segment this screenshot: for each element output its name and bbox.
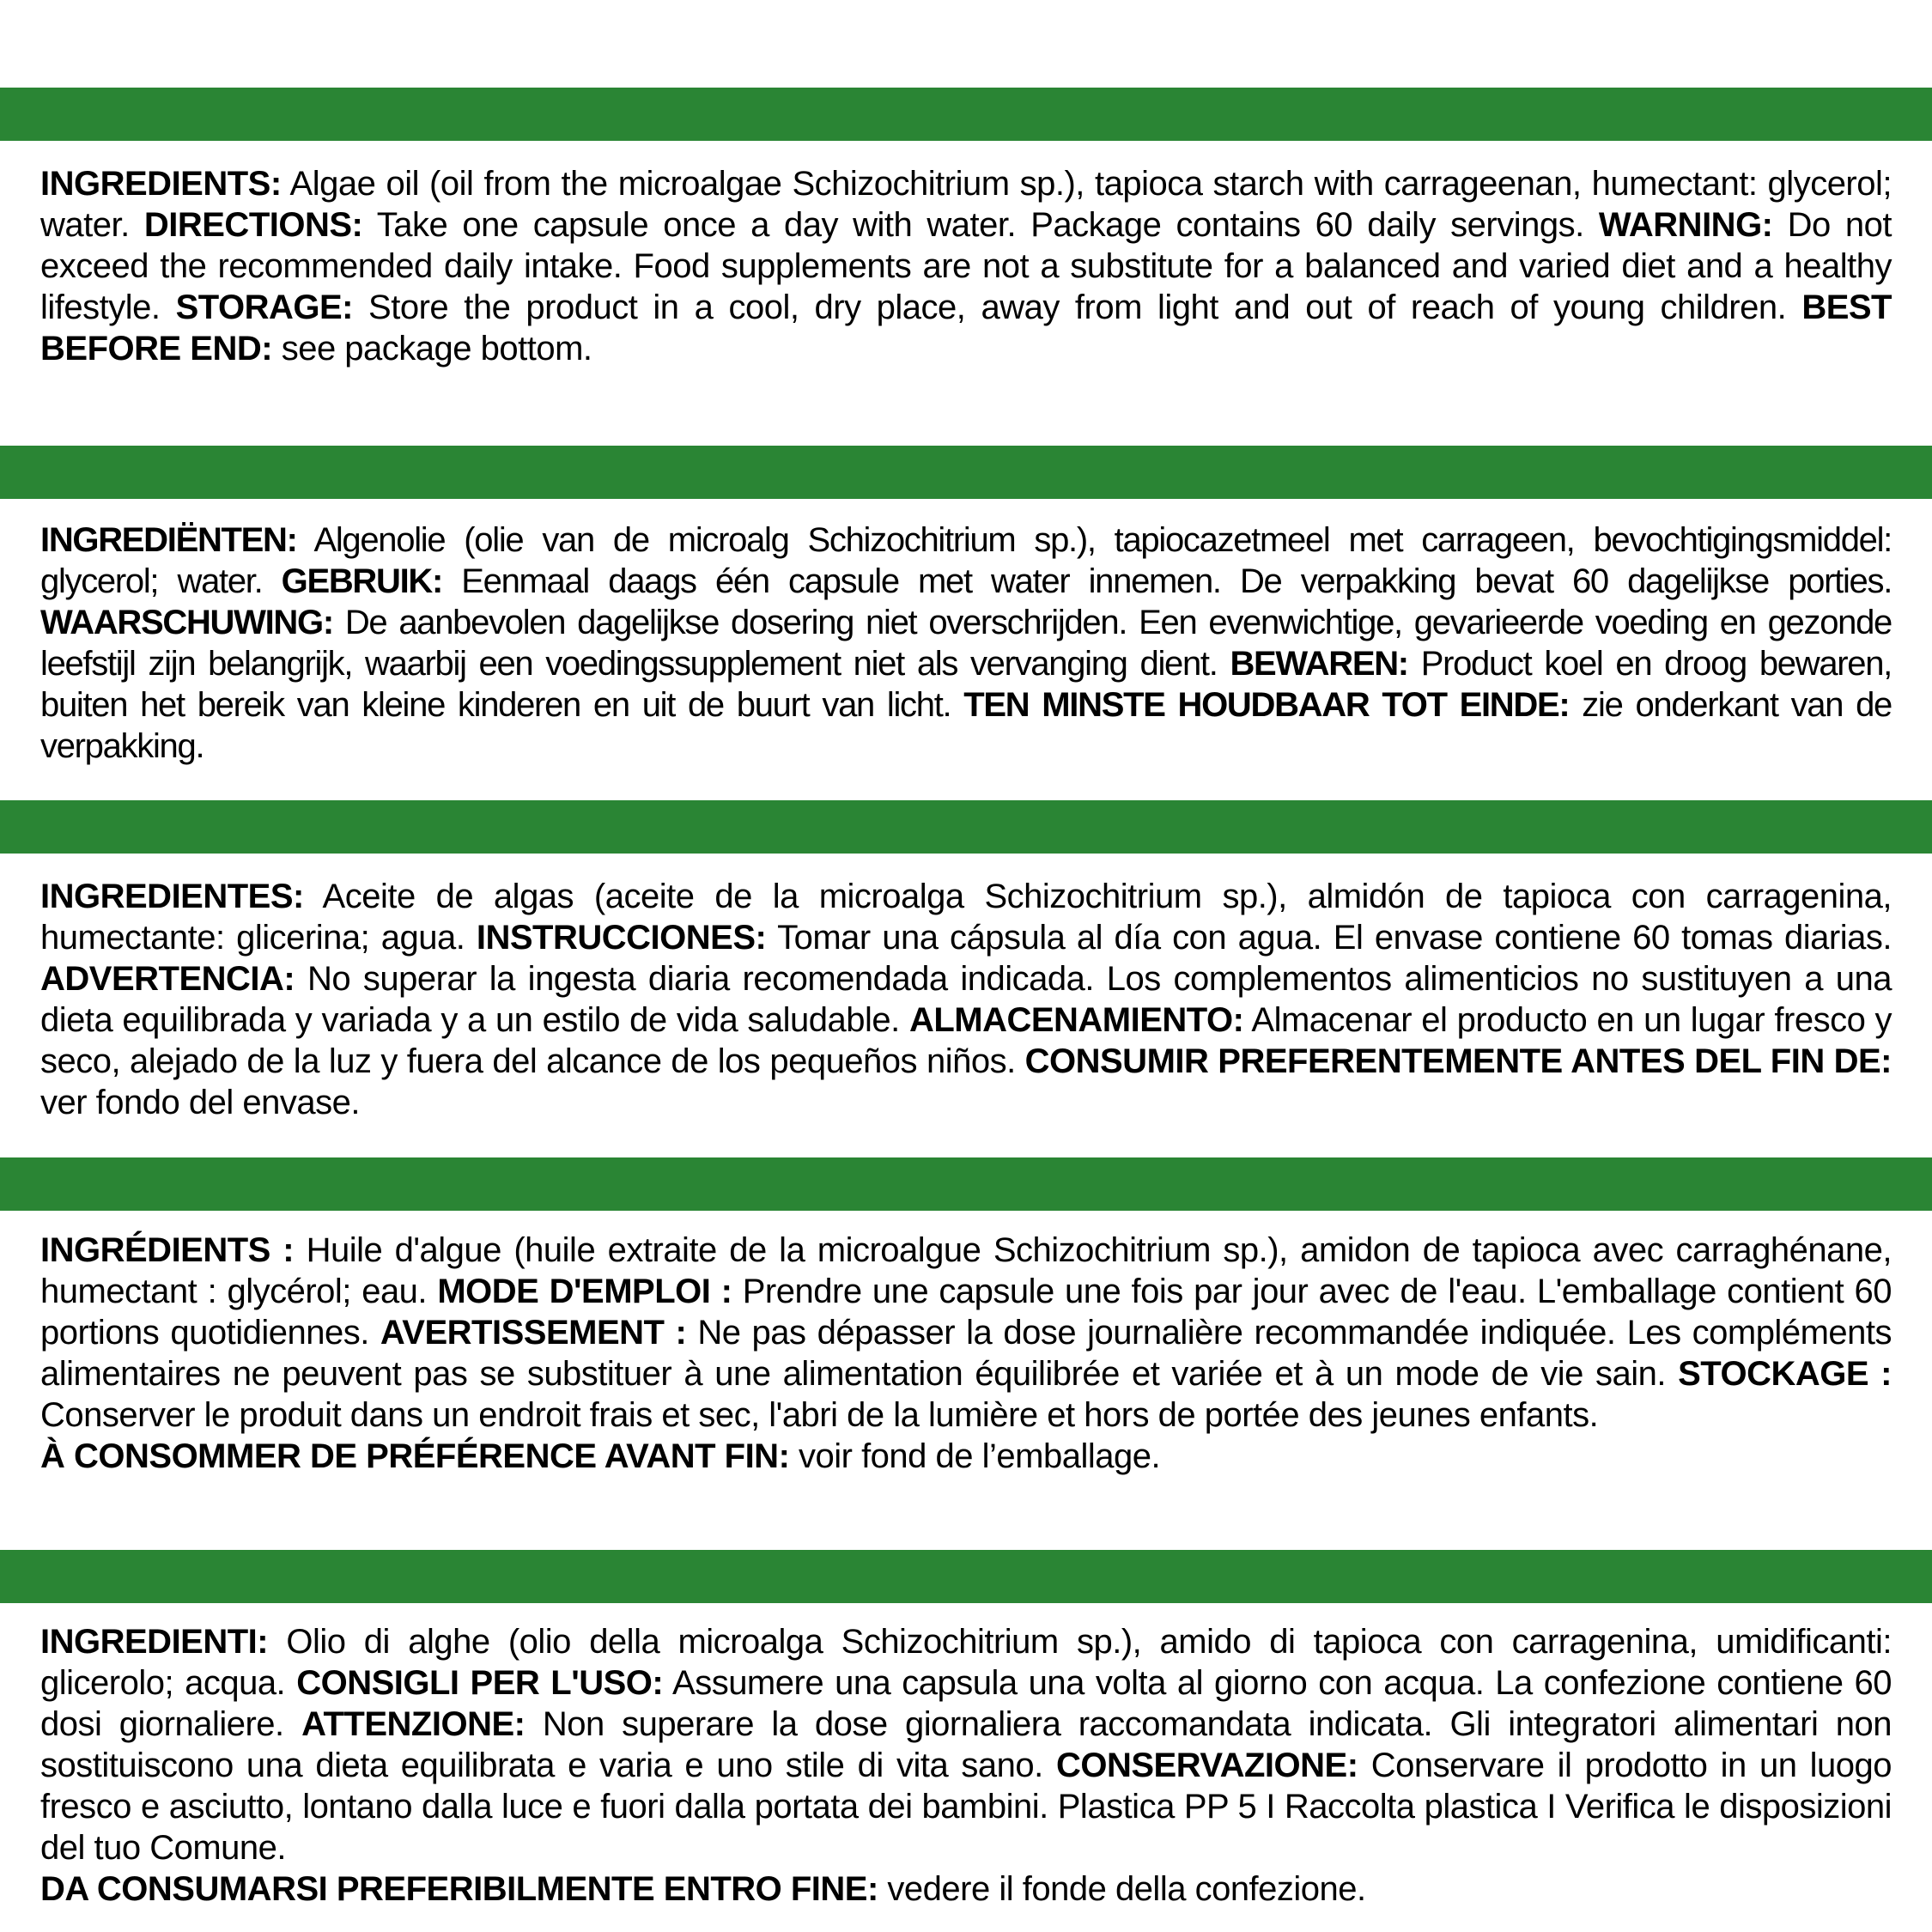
label-body-text: Prendre une capsule une fois par jour avec de l'eau. L'emballage contient 60 portions quotidiennes. (40, 1273, 1892, 1352)
label-keyword: STORAGE: (175, 289, 353, 326)
label-keyword: ATTENZIONE: (301, 1705, 526, 1743)
label-paragraph (40, 1436, 1892, 1477)
label-keyword: STOCKAGE : (1678, 1355, 1893, 1393)
label-keyword: BEST BEFORE END: (40, 289, 1892, 368)
label-keyword: TEN MINSTE HOUDBAAR TOT EINDE: (963, 686, 1570, 724)
label-paragraph (40, 163, 1892, 369)
label-keyword: CONSERVAZIONE: (1055, 1747, 1358, 1784)
label-keyword: CONSUMIR PREFERENTEMENTE ANTES DEL FIN DE: (1024, 1042, 1892, 1080)
label-keyword: DA CONSUMARSI PREFERIBILMENTE ENTRO FINE: (40, 1870, 878, 1908)
label-keyword: CONSIGLI PER L'USO: (296, 1664, 664, 1702)
label-keyword: INGREDIENTI: (40, 1623, 269, 1661)
label-body-text: Assumere una capsula una volta al giorno con acqua. La confezione contiene 60 dosi giornaliere. (40, 1664, 1892, 1743)
label-body-text: Almacenar el producto en un lugar fresco y seco, alejado de la luz y fuera del alcance de los pequeños niños. (40, 1001, 1893, 1080)
label-body-text: Non superare la dose giornaliera raccomandata indicata. Gli integratori alimentari non sostituiscono una dieta equilibrata e varia e uno stile di vita sano. (40, 1705, 1893, 1784)
label-body-text: Aceite de algas (aceite de la microalga Schizochitrium sp.), almidón de tapioca con carragenina, humectante: glicerina; agua. (40, 878, 1892, 957)
label-keyword: INSTRUCCIONES: (476, 919, 767, 957)
label-paragraph (40, 1621, 1892, 1868)
label-body-text: De aanbevolen dagelijkse dosering niet overschrijden. Een evenwichtige, gevarieerde voeding en gezonde leefstijl zijn belangrijk, waarbij een voedingssupplement niet als vervanging dient. (40, 604, 1892, 683)
label-body-text: Eenmaal daags één capsule met water innemen. De verpakking bevat 60 dagelijkse porties. (442, 562, 1893, 600)
ingredients-section-dutch (40, 519, 1892, 767)
label-body-text: see package bottom. (272, 330, 592, 368)
label-keyword: ADVERTENCIA: (40, 960, 295, 998)
green-divider-bar (0, 800, 1932, 854)
label-body-text: Tomar una cápsula al día con agua. El envase contiene 60 tomas diarias. (766, 919, 1892, 957)
label-keyword: INGREDIËNTEN: (40, 521, 297, 559)
label-body-text: Take one capsule once a day with water. Package contains 60 daily servings. (362, 206, 1599, 244)
label-paragraph (40, 1868, 1892, 1910)
label-body-text: vedere il fonde della confezione. (878, 1870, 1366, 1908)
ingredients-section-french (40, 1230, 1892, 1477)
label-keyword: BEWAREN: (1230, 645, 1408, 683)
green-divider-bar (0, 1550, 1932, 1603)
label-body-text: Product koel en droog bewaren, buiten het bereik van kleine kinderen en uit de buurt van licht. (40, 645, 1892, 724)
label-keyword: INGREDIENTES: (40, 878, 304, 915)
label-keyword: GEBRUIK: (281, 562, 443, 600)
label-body-text: No superar la ingesta diaria recomendada indicada. Los complementos alimenticios no sustituyen a una dieta equilibrada y variada y a un estilo de vida saludable. (40, 960, 1892, 1039)
label-keyword: WAARSCHUWING: (40, 604, 333, 641)
green-divider-bar (0, 1157, 1932, 1211)
ingredients-section-italian (40, 1621, 1892, 1910)
label-keyword: AVERTISSEMENT : (380, 1314, 687, 1352)
label-keyword: INGREDIENTS: (40, 165, 282, 203)
label-body-text: Conserver le produit dans un endroit frais et sec, l'abri de la lumière et hors de portée des jeunes enfants. (40, 1396, 1599, 1434)
label-body-text: Algae oil (oil from the microalgae Schizochitrium sp.), tapioca starch with carrageenan, humectant: glycerol; water. (40, 165, 1892, 244)
label-keyword: INGRÉDIENTS : (40, 1231, 295, 1269)
label-body-text: Store the product in a cool, dry place, away from light and out of reach of young children. (352, 289, 1802, 326)
label-paragraph (40, 519, 1892, 767)
label-keyword: À CONSOMMER DE PRÉFÉRENCE AVANT FIN: (40, 1437, 790, 1475)
label-body-text: Olio di alghe (olio della microalga Schizochitrium sp.), amido di tapioca con carragenina, umidificanti: glicerolo; acqua. (40, 1623, 1892, 1702)
label-keyword: MODE D'EMPLOI : (437, 1273, 732, 1310)
label-body-text: Do not exceed the recommended daily intake. Food supplements are not a substitute for a balanced and varied diet and a healthy lifestyle. (40, 206, 1892, 326)
label-body-text: zie onderkant van de verpakking. (40, 686, 1892, 765)
label-body-text: Conservare il prodotto in un luogo fresco e asciutto, lontano dalla luce e fuori dalla portata dei bambini. Plastica PP 5 I Raccolta plastica I Verifica le disposizioni del tuo Comune. (40, 1747, 1893, 1867)
label-body-text: Algenolie (olie van de microalg Schizochitrium sp.), tapiocazetmeel met carrageen, bevochtigingsmiddel: glycerol; water. (40, 521, 1892, 600)
ingredients-section-english (40, 163, 1892, 369)
green-divider-bar (0, 88, 1932, 141)
label-body-text: ver fondo del envase. (40, 1084, 360, 1121)
label-body-text: voir fond de l’emballage. (789, 1437, 1161, 1475)
label-keyword: ALMACENAMIENTO: (908, 1001, 1244, 1039)
label-keyword: WARNING: (1598, 206, 1773, 244)
green-divider-bar (0, 446, 1932, 499)
ingredients-section-spanish (40, 876, 1892, 1123)
label-body-text: Huile d'algue (huile extraite de la microalgue Schizochitrium sp.), amidon de tapioca avec carraghénane, humectant : glycérol; eau. (40, 1231, 1892, 1310)
label-body-text: Ne pas dépasser la dose journalière recommandée indiquée. Les compléments alimentaires ne peuvent pas se substituer à une alimentation équilibrée et variée et à un mode de vie sain. (40, 1314, 1892, 1393)
label-paragraph (40, 876, 1892, 1123)
label-keyword: DIRECTIONS: (143, 206, 363, 244)
label-paragraph (40, 1230, 1892, 1436)
